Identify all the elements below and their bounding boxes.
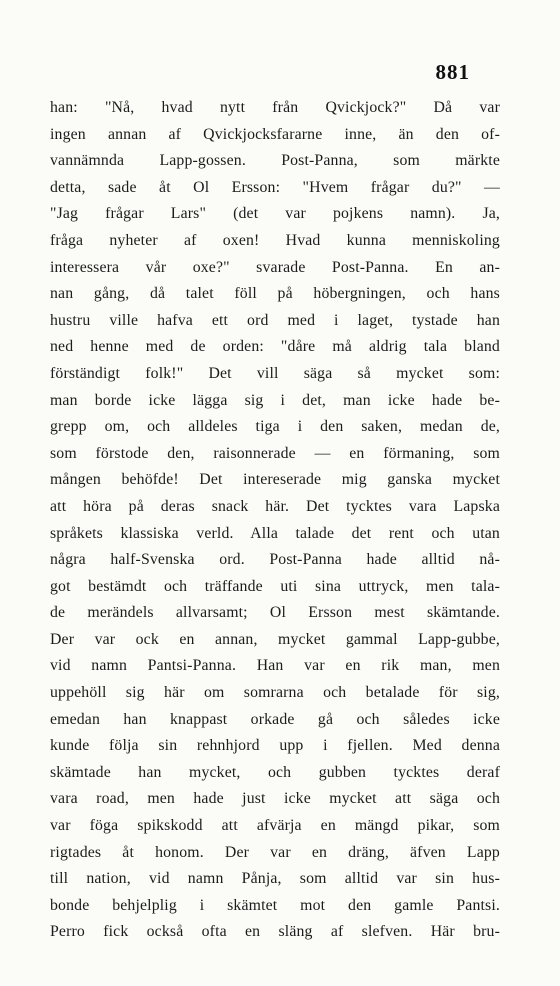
- text-line: ingen annan af Qvickjocksfararne inne, än den of-: [50, 125, 500, 143]
- text-line: var föga spikskodd att afvärja en mängd pikar, som: [50, 817, 500, 835]
- text-line: som förstode den, raisonnerade — en förmaning, som: [50, 444, 500, 462]
- text-line: förständigt folk!" Det vill säga så mycket som:: [50, 364, 500, 382]
- text-line: uppehöll sig här om somrarna och betalade för sig,: [50, 684, 500, 702]
- text-line: nan gång, då talet föll på höbergningen, och hans: [50, 285, 500, 303]
- text-line: vid namn Pantsi-Panna. Han var en rik man, men: [50, 657, 500, 675]
- text-line: han: "Nå, hvad nytt från Qvickjock?" Då var: [50, 99, 500, 116]
- text-line: Der var ock en annan, mycket gammal Lapp-gubbe,: [50, 630, 500, 648]
- page-number: 881: [435, 60, 470, 84]
- text-line: detta, sade åt Ol Ersson: "Hvem frågar du?" —: [50, 178, 500, 196]
- text-line: språkets klassiska verld. Alla talade det rent och utan: [50, 524, 500, 542]
- text-line: rigtades åt honom. Der var en dräng, äfven Lapp: [50, 843, 500, 861]
- text-line: fråga nyheter af oxen! Hvad kunna menniskoling: [50, 231, 500, 249]
- text-line: emedan han knappast orkade gå och således icke: [50, 710, 500, 728]
- text-line: de merändels allvarsamt; Ol Ersson mest skämtande.: [50, 604, 500, 622]
- text-line: mången behöfde! Det intereserade mig ganska mycket: [50, 471, 500, 489]
- text-line: bonde behjelplig i skämtet mot den gamle Pantsi.: [50, 896, 500, 914]
- text-line: "Jag frågar Lars" (det var pojkens namn). Ja,: [50, 205, 500, 223]
- text-line: ned henne med de orden: "dåre må aldrig tala bland: [50, 338, 500, 356]
- text-line: skämtade han mycket, och gubben tycktes deraf: [50, 763, 500, 781]
- text-line: hustru ville hafva ett ord med i laget, tystade han: [50, 311, 500, 329]
- text-line: grepp om, och alldeles tiga i den saken, medan de,: [50, 418, 500, 436]
- text-line: Perro fick också ofta en släng af slefven. Här bru-: [50, 923, 500, 941]
- text-line: vara road, men hade just icke mycket att säga och: [50, 790, 500, 808]
- body-text: [50, 95, 500, 946]
- text-line: några half-Svenska ord. Post-Panna hade alltid nå-: [50, 551, 500, 569]
- text-line: till nation, vid namn Pånja, som alltid var sin hus-: [50, 870, 500, 888]
- text-line: kunde följa sin rehnhjord upp i fjellen. Med denna: [50, 737, 500, 755]
- text-line: got bestämdt och träffande uti sina uttryck, men tala-: [50, 577, 500, 595]
- text-line: man borde icke lägga sig i det, man icke hade be-: [50, 391, 500, 409]
- text-line: vannämnda Lapp-gossen. Post-Panna, som märkte: [50, 152, 500, 170]
- text-line: att höra på deras snack här. Det tycktes vara Lapska: [50, 497, 500, 515]
- text-line: interessera vår oxe?" svarade Post-Panna. En an-: [50, 258, 500, 276]
